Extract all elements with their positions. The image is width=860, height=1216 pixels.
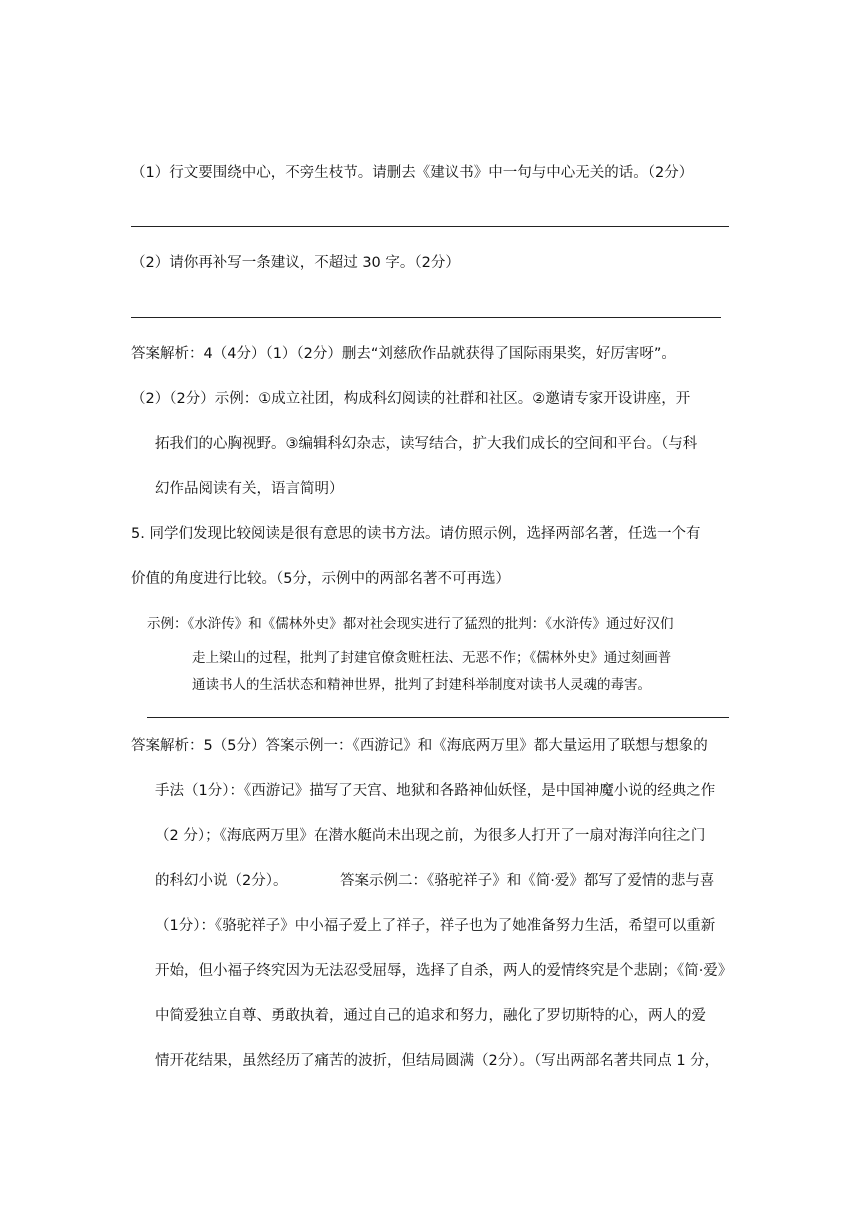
answer-5-line-4b: 答案示例二：《骆驼祥子》和《简·爱》都写了爱情的悲与喜: [340, 873, 715, 889]
answer-5-line-4a: 的科幻小说（2分）。: [155, 873, 288, 889]
answer-blank-line-2: [131, 317, 721, 318]
answer-4-line-4: 幻作品阅读有关，语言简明）: [155, 481, 344, 497]
question-4-1: （1）行文要围绕中心，不旁生枝节。请删去《建议书》中一句与中心无关的话。（2分）: [131, 165, 694, 181]
question-5-line-2: 价值的角度进行比较。（5分，示例中的两部名著不可再选）: [131, 571, 510, 587]
question-5-line-1: 5. 同学们发现比较阅读是很有意思的读书方法。请仿照示例，选择两部名著，任选一个有: [131, 526, 701, 542]
answer-blank-line-3: [147, 717, 729, 718]
answer-4-line-1: 答案解析：4（4分）（1）（2分）删去“刘慈欣作品就获得了国际雨果奖，好厉害呀”。: [131, 346, 676, 362]
answer-5-line-6: 开始，但小福子终究因为无法忍受屈辱，选择了自杀，两人的爱情终究是个悲剧；《简·爱》: [155, 963, 733, 979]
answer-5-line-8: 情开花结果，虽然经历了痛苦的波折，但结局圆满（2分）。（写出两部名著共同点 1 分，: [155, 1053, 720, 1069]
answer-5-line-1: 答案解析：5（5分）答案示例一：《西游记》和《海底两万里》都大量运用了联想与想象的: [131, 738, 708, 754]
answer-blank-line-1: [131, 226, 729, 227]
answer-5-line-5: （1分）：《骆驼祥子》中小福子爱上了祥子，祥子也为了她准备努力生活，希望可以重新: [155, 918, 716, 934]
answer-5-line-2: 手法（1分）：《西游记》描写了天宫、地狱和各路神仙妖怪，是中国神魔小说的经典之作: [155, 783, 716, 799]
answer-5-line-7: 中简爱独立自尊、勇敢执着，通过自己的追求和努力，融化了罗切斯特的心，两人的爱: [155, 1008, 706, 1024]
example-line-1: 示例：《水浒传》和《儒林外史》都对社会现实进行了猛烈的批判：《水浒传》通过好汉们: [147, 616, 674, 632]
answer-4-line-2: （2）（2分）示例：①成立社团，构成科幻阅读的社群和社区。②邀请专家开设讲座，开: [131, 391, 691, 407]
example-line-2: 走上梁山的过程，批判了封建官僚贪赃枉法、无恶不作；《儒林外史》通过刻画普: [192, 650, 672, 666]
answer-4-line-3: 拓我们的心胸视野。③编辑科幻杂志，读写结合，扩大我们成长的空间和平台。（与科: [155, 436, 698, 452]
question-4-2: （2）请你再补写一条建议，不超过 30 字。（2分）: [131, 255, 460, 271]
example-line-3: 通读书人的生活状态和精神世界，批判了封建科举制度对读书人灵魂的毒害。: [192, 677, 651, 693]
answer-5-line-3: （2 分）；《海底两万里》在潜水艇尚未出现之前，为很多人打开了一扇对海洋向往之门: [155, 828, 706, 844]
